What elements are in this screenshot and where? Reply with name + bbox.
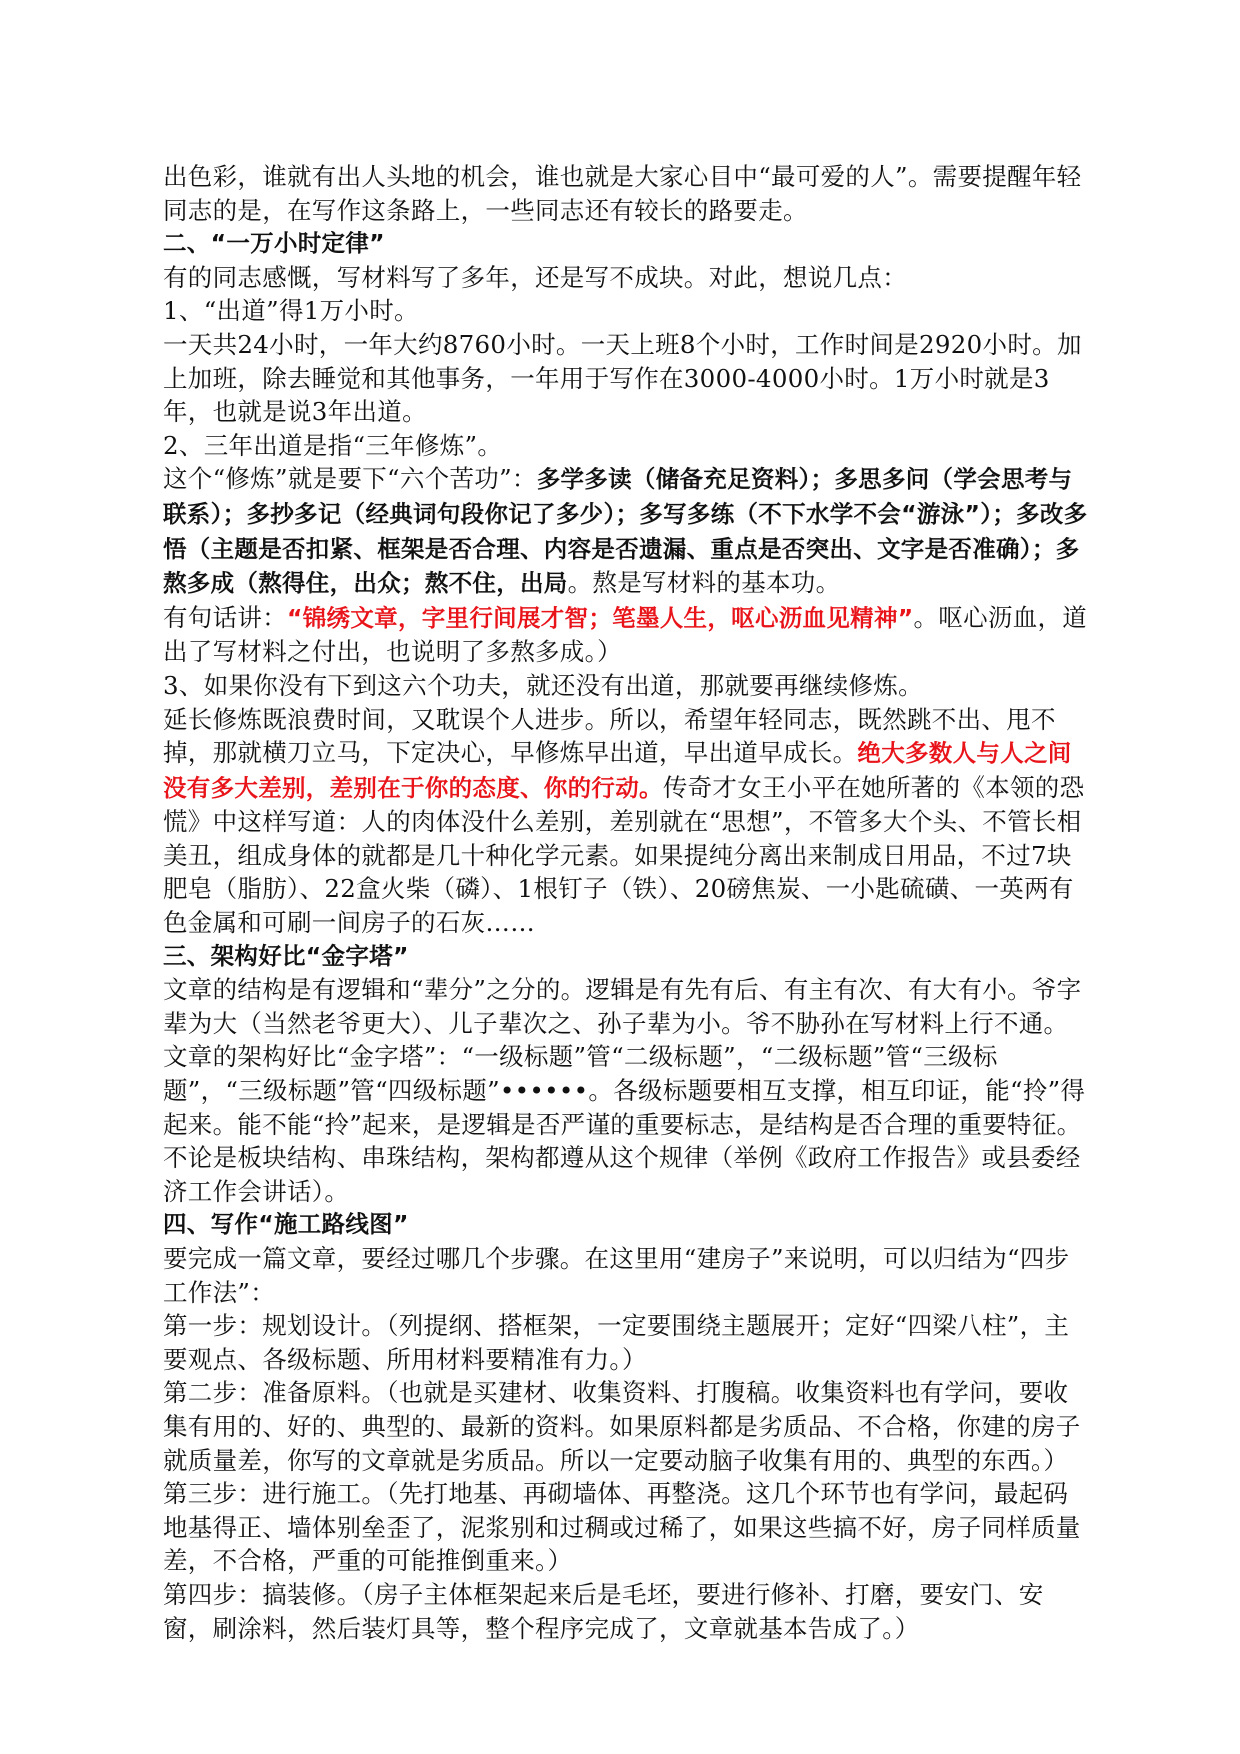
paragraph: 要完成一篇文章，要经过哪几个步骤。在这里用“建房子”来说明，可以归结为“四步工作法”： bbox=[163, 1244, 1070, 1307]
text-run: 传奇才女王小平在她所著的《本领的恐慌》中这样写道：人的肉体没什么差别，差别就在“思想”，不管多大个头、不管长相美丑，组成身体的就都是几十种化学元素。如果提纯分离出来制成日用品，不过7块肥皂（脂肪）、22盒火柴（磷）、1根钉子（铁）、20磅焦炭、一小匙硫磺、一英两有色金属和可刷一间房子的石灰…… bbox=[163, 772, 1085, 938]
paragraph-intro: 出色彩，谁就有出人头地的机会，谁也就是大家心目中“最可爱的人”。需要提醒年轻同志的是，在写作这条路上，一些同志还有较长的路要走。 bbox=[163, 162, 1082, 225]
section-heading-2: 二、“一万小时定律” bbox=[163, 229, 385, 258]
paragraph-step-4: 第四步：搞装修。（房子主体框架起来后是毛坯，要进行修补、打磨，要安门、安窗，刷涂料，然后装灯具等，整个程序完成了，文章就基本告成了。） bbox=[163, 1579, 1044, 1643]
paragraph: 3、如果你没有下到这六个功夫，就还没有出道，那就要再继续修炼。 bbox=[163, 670, 923, 700]
paragraph-kungfu bbox=[163, 462, 1093, 600]
paragraph-extend bbox=[163, 703, 1093, 940]
red-highlight-text: “锦绣文章，字里行间展才智；笔墨人生，呕心沥血见精神” bbox=[287, 603, 914, 632]
text-run: 这个“修炼”就是要下“六个苦功”： bbox=[163, 464, 537, 494]
text-run: 。呕心沥血，道出了写材料之付出，也说明了多熬多成。） bbox=[163, 602, 1088, 667]
text-run: 有句话讲： bbox=[163, 602, 287, 632]
paragraph-saying bbox=[163, 601, 1093, 669]
document-page bbox=[163, 160, 1093, 1645]
text-run: 延长修炼既浪费时间，又耽误个人进步。所以，希望年轻同志，既然跳不出、甩不掉，那就横刀立马，下定决心，早修炼早出道，早出道早成长。 bbox=[163, 704, 1056, 768]
paragraph: 一天共24小时，一年大约8760小时。一天上班8个小时，工作时间是2920小时。加上加班，除去睡觉和其他事务，一年用于写作在3000-4000小时。1万小时就是3年，也就是说3年出道。 bbox=[163, 329, 1082, 427]
bold-text-run: 多学多读（储备充足资料）；多思多问（学会思考与联系）；多抄多记（经典词句段你记了多少）；多写多练（不下水学不会“游泳”）；多改多悟（主题是否扣紧、框架是否合理、内容是否遗漏、重点是否突出、文字是否准确）；多熬多成（熬得住，出众；熬不住，出局 bbox=[163, 465, 1088, 598]
section-heading-4: 四、写作“施工路线图” bbox=[163, 1210, 409, 1239]
paragraph-step-1: 第一步：规划设计。（列提纲、搭框架，一定要围绕主题展开；定好“四梁八柱”，主要观点、各级标题、所用材料要精准有力。） bbox=[163, 1311, 1070, 1374]
paragraph-step-2: 第二步：准备原料。（也就是买建材、收集资料、打腹稿。收集资料也有学问，要收集有用的、好的、典型的、最新的资料。如果原料都是劣质品、不合格，你建的房子就质量差，你写的文章就是劣质品。所以一定要动脑子收集有用的、典型的东西。） bbox=[163, 1378, 1081, 1475]
paragraph: 2、三年出道是指“三年修炼”。 bbox=[163, 430, 503, 460]
red-highlight-text: 绝大多数人与人之间没有多大差别，差别在于你的态度、你的行动。 bbox=[163, 739, 1072, 802]
paragraph: 1、“出道”得1万小时。 bbox=[163, 296, 419, 326]
paragraph: 文章的结构是有逻辑和“辈分”之分的。逻辑是有先有后、有主有次、有大有小。爷字辈为大（当然老爷更大）、儿子辈次之、孙子辈为小。爷不胁孙在写材料上行不通。文章的架构好比“金字塔”：“一级标题”管“二级标题”，“二级标题”管“三级标题”，“三级标题”管“四级标题”••••••。各级标题要相互支撑，相互印证，能“拎”得起来。能不能“拎”起来，是逻辑是否严谨的重要标志，是结构是否合理的重要特征。不论是板块结构、串珠结构，架构都遵从这个规律（举例《政府工作报告》或县委经济工作会讲话）。 bbox=[163, 975, 1086, 1206]
section-heading-3: 三、架构好比“金字塔” bbox=[163, 941, 409, 970]
text-run: 。熬是写材料的基本功。 bbox=[567, 568, 841, 598]
paragraph-step-3: 第三步：进行施工。（先打地基、再砌墙体、再整浇。这几个环节也有学问，最起码地基得正、墙体别垒歪了，泥浆别和过稠或过稀了，如果这些搞不好，房子同样质量差，不合格，严重的可能推倒重来。） bbox=[163, 1479, 1081, 1576]
paragraph: 有的同志感慨，写材料写了多年，还是写不成块。对此，想说几点： bbox=[163, 262, 907, 292]
